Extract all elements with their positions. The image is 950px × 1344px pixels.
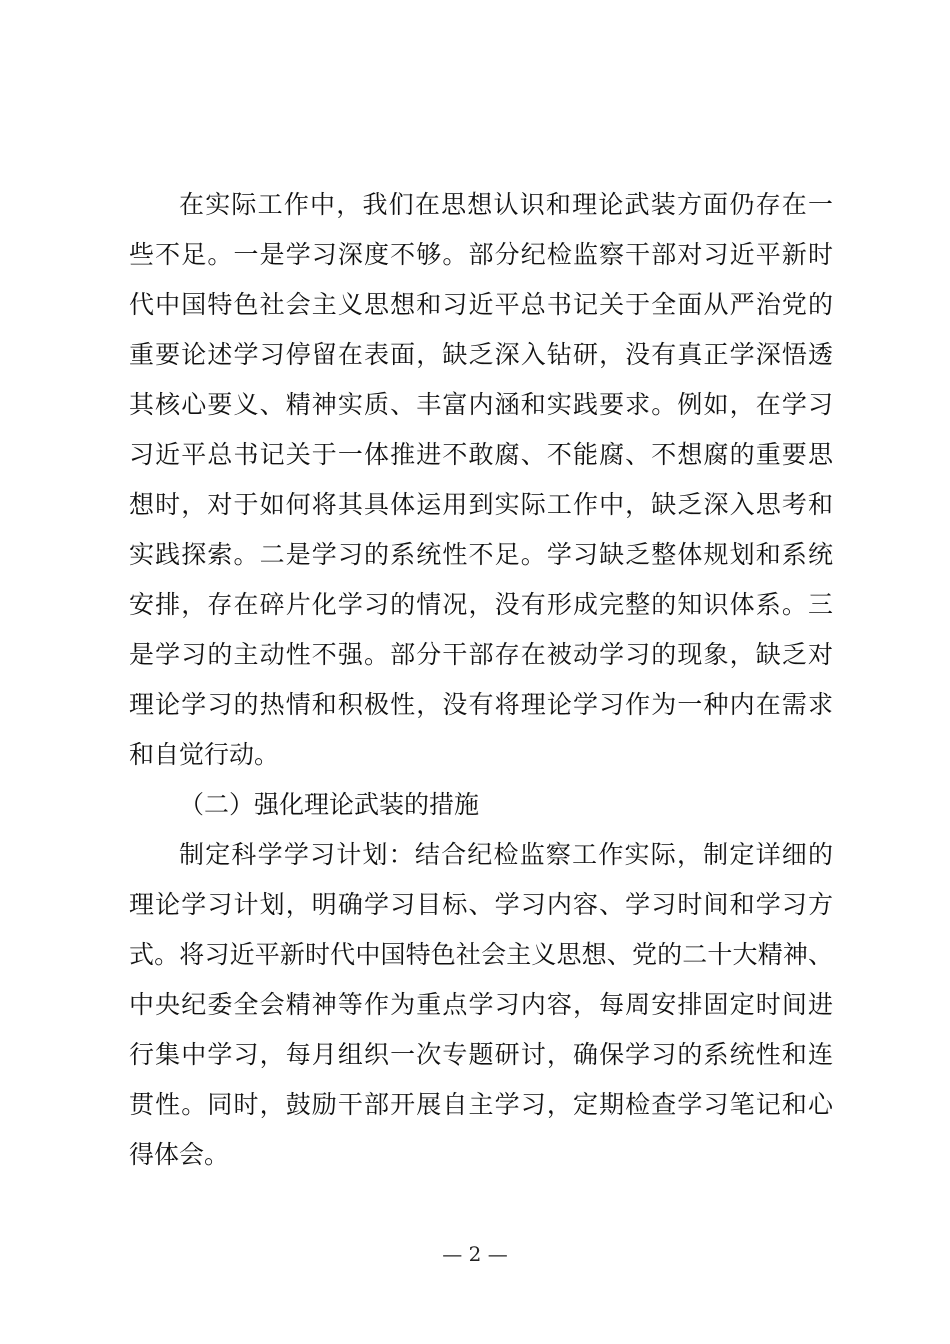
paragraph2-line: 行集中学习，每月组织一次专题研讨，确保学习的系统性和连 xyxy=(129,1040,833,1069)
paragraph1-line: 理论学习的热情和积极性，没有将理论学习作为一种内在需求 xyxy=(129,690,833,719)
paragraph1-line: 重要论述学习停留在表面，缺乏深入钻研，没有真正学深悟透 xyxy=(129,340,833,369)
paragraph2-line: 得体会。 xyxy=(129,1140,230,1169)
paragraph2-line: 中央纪委全会精神等作为重点学习内容，每周安排固定时间进 xyxy=(129,990,833,1019)
paragraph1-line: 实践探索。二是学习的系统性不足。学习缺乏整体规划和系统 xyxy=(129,540,833,569)
paragraph1-line: 安排，存在碎片化学习的情况，没有形成完整的知识体系。三 xyxy=(129,590,833,619)
page-number: — 2 — xyxy=(442,1242,508,1266)
paragraph1-line: 和自觉行动。 xyxy=(129,740,280,769)
paragraph1-line: 在实际工作中，我们在思想认识和理论武装方面仍存在一 xyxy=(179,190,833,219)
paragraph2-line: 贯性。同时，鼓励干部开展自主学习，定期检查学习笔记和心 xyxy=(129,1090,833,1119)
paragraph2-line: 式。将习近平新时代中国特色社会主义思想、党的二十大精神、 xyxy=(129,940,833,969)
paragraph1-line: 习近平总书记关于一体推进不敢腐、不能腐、不想腐的重要思 xyxy=(129,440,833,469)
paragraph2-line: 理论学习计划，明确学习目标、学习内容、学习时间和学习方 xyxy=(129,890,833,919)
paragraph1-line: 代中国特色社会主义思想和习近平总书记关于全面从严治党的 xyxy=(129,290,833,319)
paragraph1-line: 些不足。一是学习深度不够。部分纪检监察干部对习近平新时 xyxy=(129,240,833,269)
paragraph2-line: 制定科学学习计划：结合纪检监察工作实际，制定详细的 xyxy=(179,840,833,869)
section-heading: （二）强化理论武装的措施 xyxy=(179,790,480,819)
paragraph1-line: 其核心要义、精神实质、丰富内涵和实践要求。例如，在学习 xyxy=(129,390,833,419)
paragraph1-line: 想时，对于如何将其具体运用到实际工作中，缺乏深入思考和 xyxy=(129,490,833,519)
paragraph1-line: 是学习的主动性不强。部分干部存在被动学习的现象，缺乏对 xyxy=(129,640,833,669)
